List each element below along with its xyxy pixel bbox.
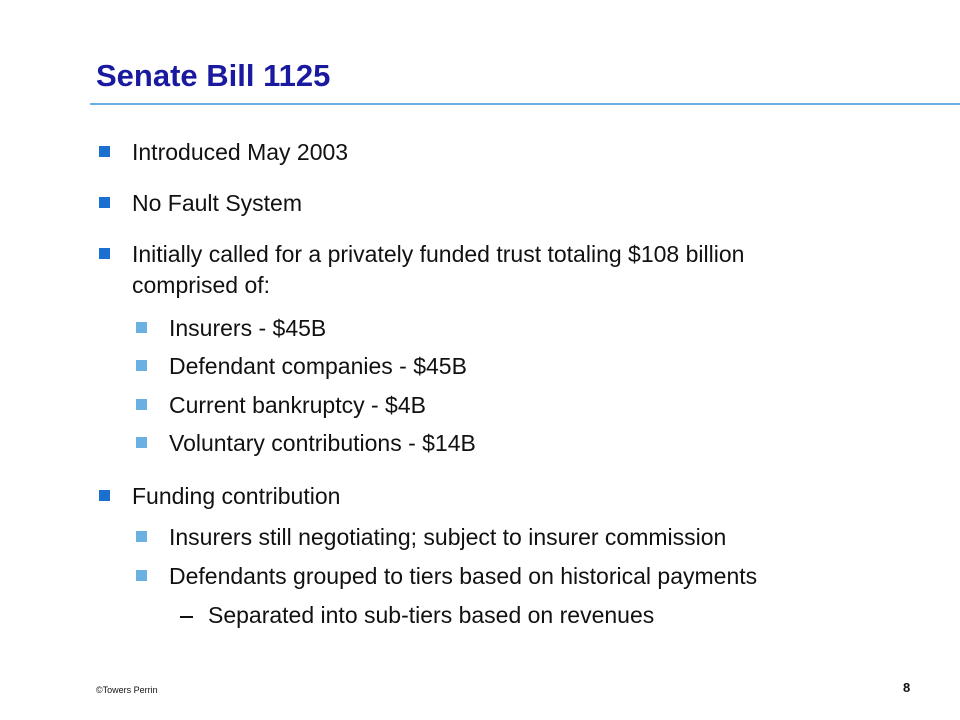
bullet-square-icon: [99, 490, 110, 501]
bullet-trust-line2: comprised of:: [132, 272, 271, 298]
sub-bullet-insurers-negotiating: Insurers still negotiating; subject to insurer commission: [169, 524, 727, 550]
sub-bullet-square-icon: [136, 570, 147, 581]
bullet-no-fault: No Fault System: [132, 190, 302, 216]
sub-bullet-insurers: Insurers - $45B: [169, 315, 327, 341]
sub-bullet-square-icon: [136, 360, 147, 371]
bullet-introduced: Introduced May 2003: [132, 139, 349, 165]
sub-bullet-voluntary: Voluntary contributions - $14B: [169, 430, 476, 456]
bullet-funding: Funding contribution: [132, 483, 341, 509]
sub-sub-bullet-sub-tiers: Separated into sub-tiers based on revenues: [208, 602, 655, 628]
bullet-square-icon: [99, 197, 110, 208]
sub-bullet-square-icon: [136, 322, 147, 333]
sub-bullet-square-icon: [136, 437, 147, 448]
footer-copyright: ©Towers Perrin: [96, 685, 158, 695]
title-divider: [90, 103, 960, 105]
sub-bullet-square-icon: [136, 399, 147, 410]
dash-icon: [180, 616, 193, 618]
slide-title: Senate Bill 1125: [96, 58, 331, 93]
sub-bullet-defendants: Defendant companies - $45B: [169, 353, 467, 379]
sub-bullet-bankruptcy: Current bankruptcy - $4B: [169, 392, 426, 418]
sub-bullet-square-icon: [136, 531, 147, 542]
bullet-trust-line1: Initially called for a privately funded trust totaling $108 billion: [132, 241, 745, 267]
bullet-square-icon: [99, 146, 110, 157]
bullet-square-icon: [99, 248, 110, 259]
sub-bullet-defendants-tiers: Defendants grouped to tiers based on historical payments: [169, 563, 758, 589]
page-number: 8: [903, 680, 911, 695]
